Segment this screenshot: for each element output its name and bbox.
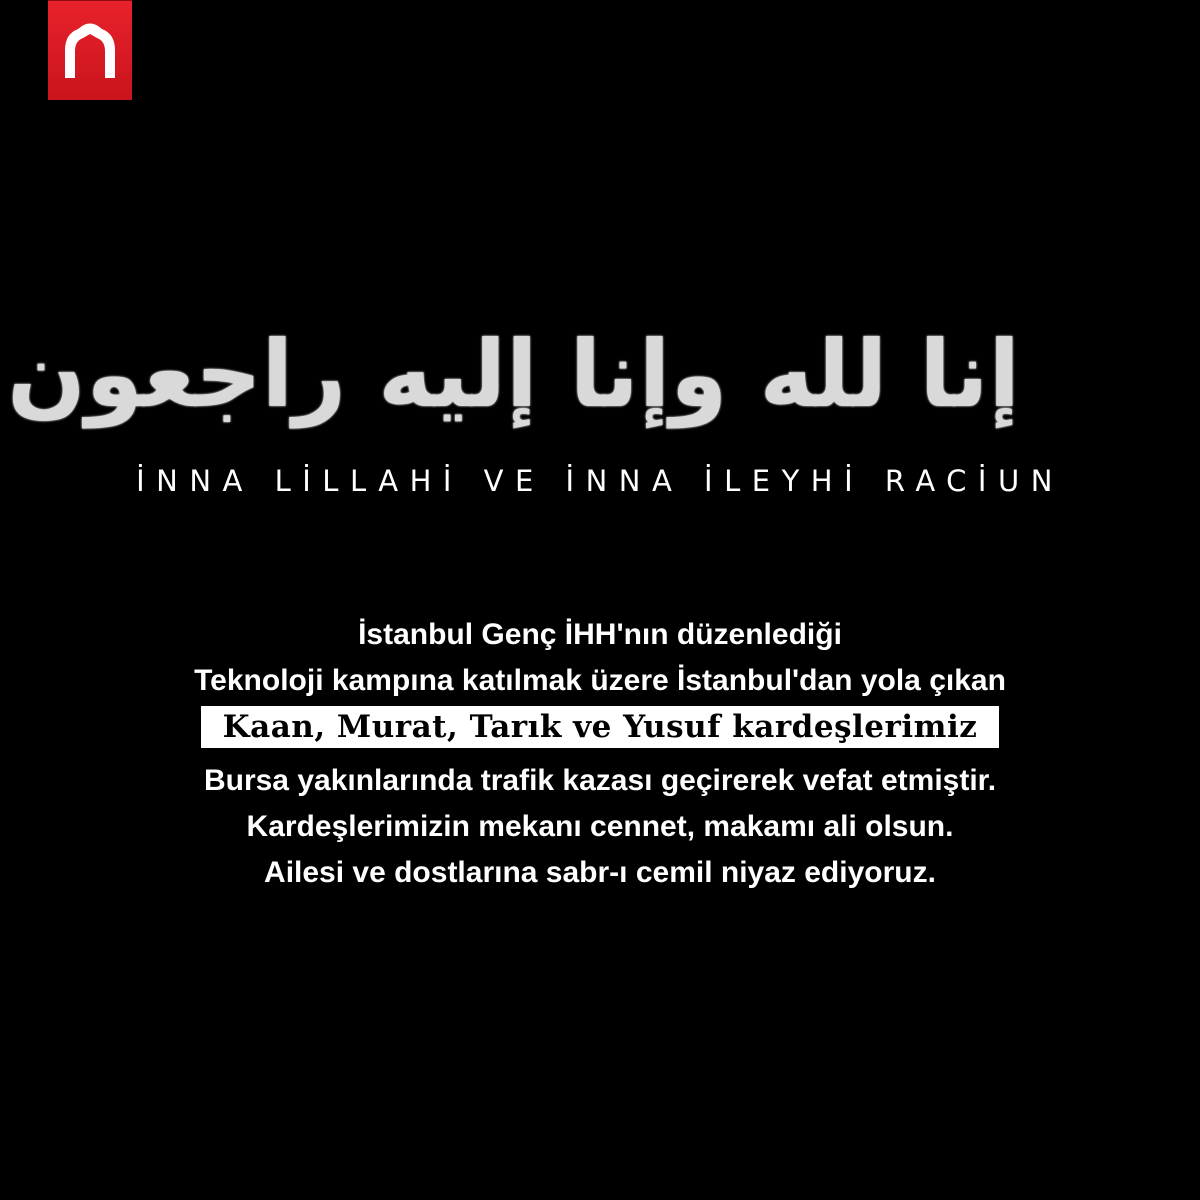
message-line-5: Ailesi ve dostlarına sabr-ı cemil niyaz ediyoruz. bbox=[264, 856, 936, 889]
transliteration: İNNA LİLLAHİ VE İNNA İLEYHİ RACİUN bbox=[136, 464, 1064, 498]
arch-icon bbox=[48, 0, 132, 100]
names-highlight: Kaan, Murat, Tarık ve Yusuf kardeşlerimiz bbox=[201, 706, 1000, 748]
message-line-1: İstanbul Genç İHH'nın düzenlediği bbox=[358, 618, 842, 651]
message-line-3: Bursa yakınlarında trafik kazası geçirerek vefat etmiştir. bbox=[203, 764, 997, 797]
brand-logo bbox=[48, 0, 132, 100]
condolence-message bbox=[0, 612, 1200, 896]
names-highlight-row bbox=[0, 706, 1200, 756]
message-line-2: Teknoloji kampına katılmak üzere İstanbul'dan yola çıkan bbox=[194, 664, 1006, 697]
arabic-calligraphy bbox=[7, 300, 1020, 450]
calligraphy-text: إنا لله وإنا إليه راجعون bbox=[7, 321, 1020, 428]
message-line-4: Kardeşlerimizin mekanı cennet, makamı ali olsun. bbox=[246, 810, 954, 843]
